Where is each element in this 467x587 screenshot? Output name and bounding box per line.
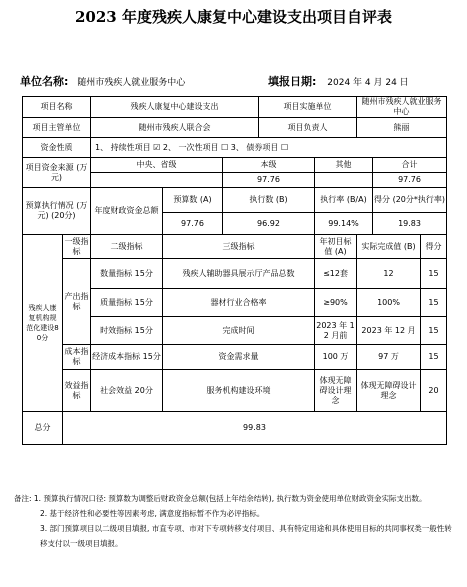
supervisor-label: 项目主管单位 [23, 118, 91, 138]
total-value: 99.83 [63, 412, 447, 445]
budget-value-a: 97.76 [163, 213, 223, 235]
perf-level3: 资金需求量 [163, 345, 315, 370]
perf-level2: 经济成本指标 15分 [91, 345, 163, 370]
notes [14, 491, 454, 551]
funds-label: 项目资金来源 (万元) [23, 158, 91, 188]
perf-actual: 体现无障碍设计理念 [357, 370, 421, 412]
funds-value-2: 97.76 [223, 173, 315, 188]
perf-header-level3: 三级指标 [163, 235, 315, 259]
perf-level1-benefit: 效益指标 [63, 370, 91, 412]
perf-header-actual: 实际完成值 (B) [357, 235, 421, 259]
row-funds-header [23, 158, 447, 173]
row-budget-header [23, 188, 447, 213]
table-row [23, 345, 447, 370]
perf-level3: 器材行业合格率 [163, 289, 315, 317]
budget-value-b: 96.92 [223, 213, 315, 235]
funds-header-1: 中央、省级 [91, 158, 223, 173]
total-label: 总分 [23, 412, 63, 445]
note-3: 3. 部门预算项目以二级项目填报, 市直专项、市对下专项转移支付项目、具有特定用途和具体使用目标的共同事权类一般性转移支付以一级项目填报。 [40, 524, 452, 548]
budget-header-rate: 执行率 (B/A) [315, 188, 373, 213]
responsible: 熊丽 [357, 118, 447, 138]
funds-header-3: 其他 [315, 158, 373, 173]
budget-value-rate: 99.14% [315, 213, 373, 235]
funds-value-4: 97.76 [373, 173, 447, 188]
unit-label: 单位名称: [20, 75, 69, 88]
perf-header-score: 得分 [421, 235, 447, 259]
funds-header-4: 合计 [373, 158, 447, 173]
unit-value: 随州市残疾人就业服务中心 [77, 78, 186, 88]
budget-label: 预算执行情况 (万元) (20分) [23, 188, 91, 235]
perf-target: ≥90% [315, 289, 357, 317]
perf-actual: 12 [357, 259, 421, 289]
budget-header-b: 执行数 (B) [223, 188, 315, 213]
perf-side-label: 残疾人康复机构规范化建设80分 [23, 235, 63, 412]
budget-header-score: 得分 (20分*执行率) [373, 188, 447, 213]
note-2: 2. 基于经济性和必要性等因素考虑, 满意度指标暂不作为必评指标。 [40, 509, 265, 518]
perf-score: 15 [421, 289, 447, 317]
row-project-name [23, 97, 447, 118]
table-row [23, 370, 447, 412]
page-title: 2023 年度残疾人康复中心建设支出项目自评表 [75, 8, 392, 26]
row-fund-nature [23, 138, 447, 158]
budget-value-score: 19.83 [373, 213, 447, 235]
row-perf-header [23, 235, 447, 259]
perf-target: 体现无障碍设计理念 [315, 370, 357, 412]
perf-score: 15 [421, 259, 447, 289]
perf-target: ≤12套 [315, 259, 357, 289]
unit-field [20, 73, 185, 89]
evaluation-table [22, 96, 447, 445]
perf-header-target: 年初目标值 (A) [315, 235, 357, 259]
perf-level2: 社会效益 20分 [91, 370, 163, 412]
funds-value-3 [315, 173, 373, 188]
perf-level1-output: 产出指标 [63, 259, 91, 345]
funds-header-2: 本级 [223, 158, 315, 173]
perf-score: 15 [421, 317, 447, 345]
perf-score: 20 [421, 370, 447, 412]
date-value: 2024 年 4 月 24 日 [327, 78, 409, 88]
budget-header-a: 预算数 (A) [163, 188, 223, 213]
perf-header-level2: 二级指标 [91, 235, 163, 259]
perf-level1-cost: 成本指标 [63, 345, 91, 370]
perf-actual: 97 万 [357, 345, 421, 370]
perf-actual: 2023 年 12 月 [357, 317, 421, 345]
perf-actual: 100% [357, 289, 421, 317]
supervisor: 随州市残疾人联合会 [91, 118, 259, 138]
perf-header-level1: 一级指标 [63, 235, 91, 259]
perf-level3: 服务机构建设环境 [163, 370, 315, 412]
funds-value-1 [91, 173, 223, 188]
impl-unit-label: 项目实施单位 [259, 97, 357, 118]
responsible-label: 项目负责人 [259, 118, 357, 138]
perf-score: 15 [421, 345, 447, 370]
budget-row-label: 年度财政资金总额 [91, 188, 163, 235]
perf-level3: 残疾人辅助器具展示厅产品总数 [163, 259, 315, 289]
perf-level2: 时效指标 15分 [91, 317, 163, 345]
fund-nature-label: 资金性质 [23, 138, 91, 158]
perf-level2: 质量指标 15分 [91, 289, 163, 317]
row-total [23, 412, 447, 445]
row-supervisor [23, 118, 447, 138]
note-1: 备注: 1. 预算执行情况口径: 预算数为调整后财政资金总额(包括上年结余结转), 执行数为资金使用单位财政资金实际支出数。 [14, 494, 427, 503]
impl-unit: 随州市残疾人就业服务中心 [357, 97, 447, 118]
perf-level2: 数量指标 15分 [91, 259, 163, 289]
perf-level3: 完成时间 [163, 317, 315, 345]
perf-target: 2023 年 12 月前 [315, 317, 357, 345]
fund-nature: 1、 持续性项目 ☑ 2、 一次性项目 ☐ 3、 债券项目 ☐ [91, 138, 447, 158]
project-name: 残疾人康复中心建设支出 [91, 97, 259, 118]
table-row [23, 259, 447, 289]
date-label: 填报日期: [268, 75, 317, 88]
project-name-label: 项目名称 [23, 97, 91, 118]
date-field [268, 73, 409, 89]
perf-target: 100 万 [315, 345, 357, 370]
